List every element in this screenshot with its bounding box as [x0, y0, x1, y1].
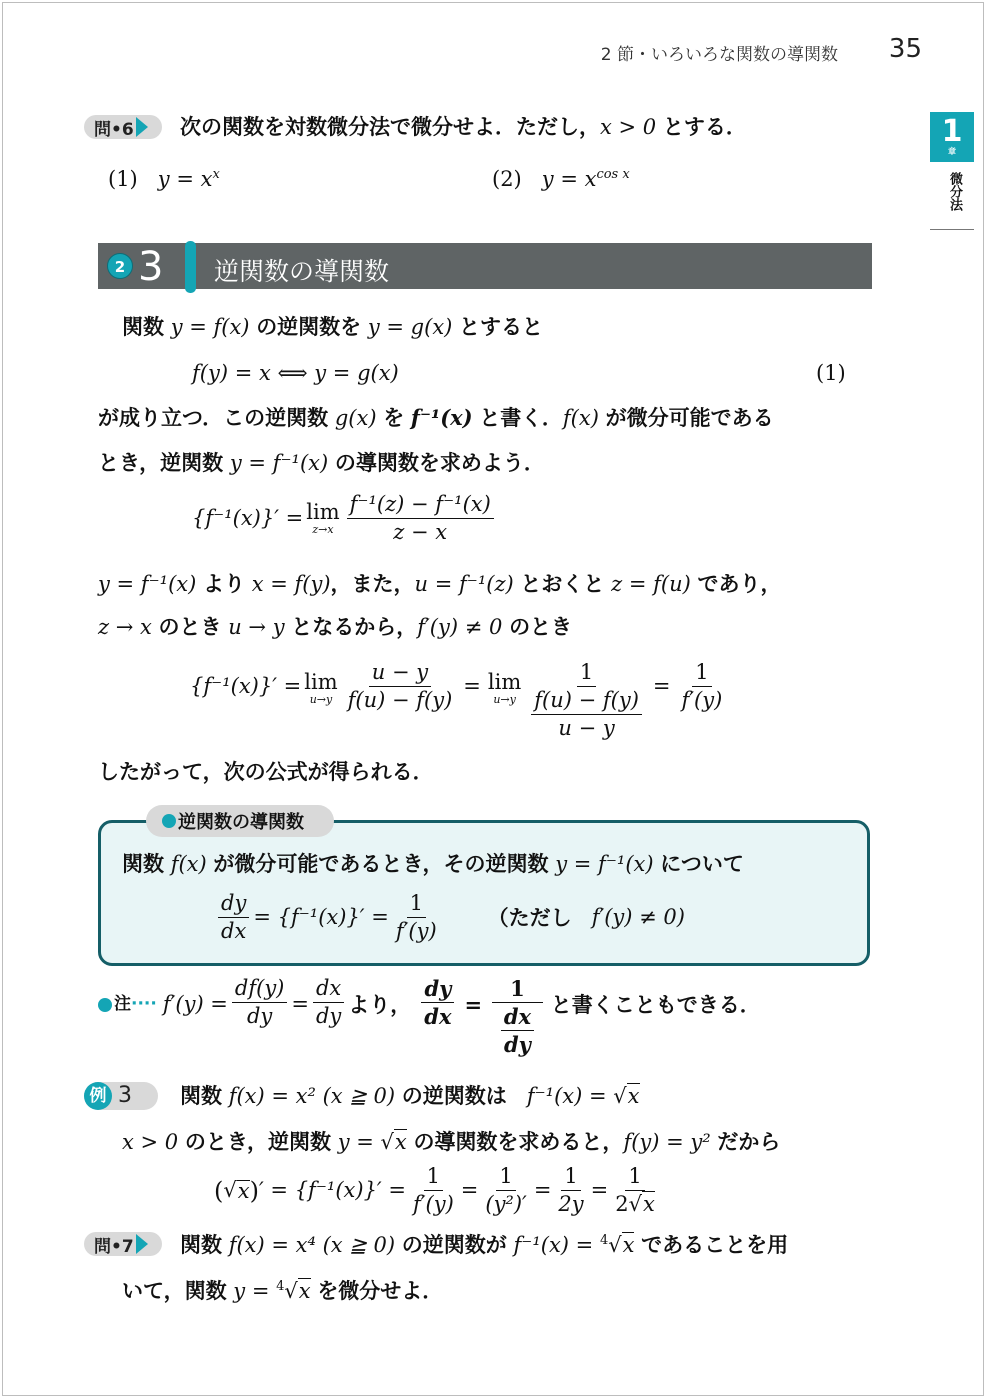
question-6-part-1: (1) $y = x^x$ — [108, 167, 220, 191]
formula-box-line-1: 関数 f(x) が微分可能であるとき，その逆関数 y = f⁻¹(x) について — [122, 851, 744, 876]
formula-box-tab: 逆関数の導関数 — [146, 805, 334, 837]
question-6-part-2: (2) $y = x^{cos x}$ — [492, 167, 630, 191]
question-6-text: 次の関数を対数微分法で微分せよ．ただし，x > 0 とする． — [180, 114, 747, 139]
fraction: $\frac{1}{f'(y)}$ — [681, 660, 723, 712]
limit: lim u→y — [487, 670, 522, 706]
question-6-badge: 問•6 — [84, 115, 162, 139]
body-line-2: が成り立つ．この逆関数 g(x) を f⁻¹(x) と書く．f(x) が微分可能である — [98, 405, 774, 430]
chapter-divider — [930, 229, 974, 230]
question-7-badge: 問•7 — [84, 1232, 162, 1256]
fraction: $\frac{df(y)}{dy}$ — [232, 978, 287, 1027]
equation-3: {f⁻¹(x)}′ = lim u→y $\frac{u - y}{f(u) - f(y)}$ = lim u→y $\frac{1}{\frac{f(u) - f(y)}{u - y}}$ = $\frac{1}{f'(y)}$ — [190, 662, 729, 739]
chapter-title: 微分法 — [947, 172, 962, 211]
fraction: $\frac{dy}{dx}$ — [218, 893, 249, 942]
body-line-4: y = f⁻¹(x) より x = f(y)，また，u = f⁻¹(z) とおくと z = f(u) であり， — [98, 571, 782, 596]
bullet-icon — [98, 998, 112, 1012]
page-number: 35 — [888, 34, 922, 64]
fraction: $\frac{1}{2√x}$ — [615, 1164, 655, 1216]
equation-2: {f⁻¹(x)}′ = lim z→x $\frac{\text{f⁻¹(z) − f⁻¹(x)}}{z - x}$ — [192, 494, 498, 543]
fraction: $\frac{1}{f'(y)}$ — [412, 1164, 454, 1216]
limit: lim u→y — [304, 670, 338, 706]
running-title: 2 節・いろいろな関数の導関数 — [600, 45, 838, 65]
section-header — [98, 243, 872, 289]
fraction: $\frac{\text{f⁻¹(z) − f⁻¹(x)}}{z - x}$ — [347, 494, 494, 543]
example-3-line-2: x > 0 のとき，逆関数 y = √x の導関数を求めると，f(y) = y² だから — [122, 1129, 781, 1154]
chapter-tab — [930, 112, 974, 162]
fraction: $\frac{u - y}{f(u) - f(y)}$ — [347, 660, 453, 712]
section-accent — [185, 241, 196, 293]
fraction: $\frac{dy}{dx}$ — [421, 978, 454, 1027]
bullet-icon — [162, 814, 176, 828]
equation-1: f(y) = x ⟺ y = g(x) — [192, 361, 399, 385]
triangle-icon — [136, 1234, 148, 1254]
compound-fraction: $\frac{1}{\frac{dx}{dy}}$ — [492, 978, 543, 1055]
body-line-6: したがって，次の公式が得られる． — [98, 759, 434, 784]
question-7-line-2: いて，関数 y = $^4$√x を微分せよ． — [122, 1278, 444, 1303]
body-line-5: z → x のとき u → y となるから，f′(y) ≠ 0 のとき — [98, 614, 573, 639]
question-7-line-1: 関数 f(x) = x⁴ (x ≧ 0) の逆関数が f⁻¹(x) = $^4$√x であることを用 — [180, 1232, 789, 1257]
formula-box-equation: $\frac{dy}{dx}$ = {f⁻¹(x)}′ = $\frac{1}{f'(y)}$ （ただし f′(y) ≠ 0) — [214, 893, 685, 942]
body-line-1: 関数 y = f(x) の逆関数を y = g(x) とすると — [122, 314, 544, 339]
limit: lim z→x — [306, 500, 340, 536]
section-title: 逆関数の導関数 — [214, 257, 390, 286]
equation-1-number: (1) — [816, 361, 846, 385]
triangle-icon — [136, 117, 148, 137]
example-3-line-1: 関数 f(x) = x² (x ≧ 0) の逆関数は f⁻¹(x) = √x — [180, 1083, 640, 1108]
note: 注 ···· f′(y) = $\frac{df(y)}{dy}$ = $\frac{dx}{dy}$ より， $\frac{dy}{dx}$ = $\frac{1}{\frac{dx}{dy}}$ と書くこともできる． — [98, 978, 761, 1055]
section-chapter-circle: 2 — [107, 253, 133, 279]
compound-fraction: $\frac{1}{\frac{f(u) - f(y)}{u - y}}$ — [528, 662, 645, 739]
chapter-label: 章 — [948, 147, 956, 156]
body-line-3: とき，逆関数 y = f⁻¹(x) の導関数を求めよう． — [98, 450, 545, 475]
chapter-number: 1 — [941, 114, 963, 149]
fraction: $\frac{1}{f'(y)}$ — [395, 891, 437, 943]
fraction: $\frac{dx}{dy}$ — [313, 978, 344, 1027]
example-3-equation: ( √ x ) ′ = {f⁻¹(x)}′ = $\frac{1}{f'(y)}$ = $\frac{1}{\text{(y²)′}}$ = $\frac{1}{2y}$ = $\frac{1}{2√x}$ — [214, 1166, 662, 1215]
example-3-badge: 例 3 — [84, 1082, 158, 1110]
fraction: $\frac{1}{2y}$ — [558, 1164, 584, 1216]
section-number: 3 — [138, 244, 164, 290]
fraction: $\frac{1}{\text{(y²)′}}$ — [485, 1164, 527, 1216]
